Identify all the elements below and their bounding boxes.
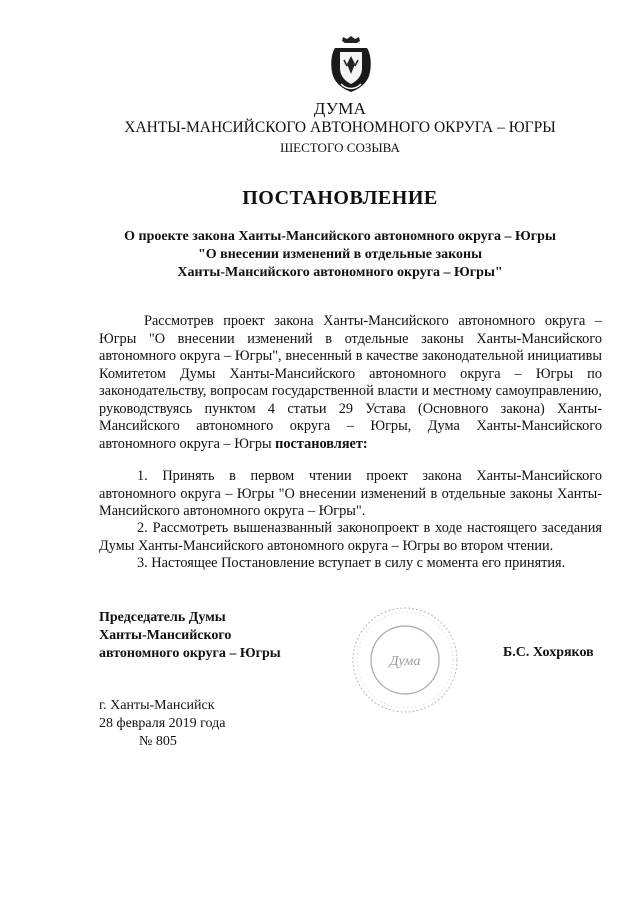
header-line-1: ДУМА [313,99,367,118]
preamble-text: Рассмотрев проект закона Ханты-Мансийского автономного округа – Югры "О внесении изменений в отдельные законы Ханты-Мансийского автономного округа – Югры", внесенный в качестве законодательной инициативы Комитетом Думы Ханты-Мансийского автономного округа – Югры по законодательству, вопросам государственной власти и местному самоуправлению, руководствуясь пунктом 4 статьи 29 Устава (Основного закона) Ханты-Мансийского автономного округа – Югры, Дума Ханты-Мансийского автономного округа – Югры [99,313,602,452]
footer-date: 28 февраля 2019 года [99,716,226,731]
preamble-paragraph [99,313,602,453]
signatory-position [99,609,281,663]
subject-line-1: О проекте закона Ханты-Мансийского автономного округа – Югры [124,229,556,244]
header-line-3: ШЕСТОГО СОЗЫВА [280,140,400,155]
header-line-2: ХАНТЫ-МАНСИЙСКОГО АВТОНОМНОГО ОКРУГА – ЮГРЫ [124,119,556,136]
resolves-word: постановляет: [275,435,368,452]
resolution-item-2: 2. Рассмотреть вышеназванный законопроект в ходе настоящего заседания Думы Ханты-Мансийского автономного округа – Югры во втором чтении. [99,520,602,554]
signatory-line-3: автономного округа – Югры [99,646,281,661]
signatory-line-1: Председатель Думы [99,610,226,625]
subject-line-2: "О внесении изменений в отдельные законы [197,247,483,262]
signatory-name: Б.С. Хохряков [503,645,594,660]
subject-line-3: Ханты-Мансийского автономного округа – Югры" [177,265,503,280]
coat-of-arms-icon [327,34,375,96]
official-stamp-icon [340,600,470,720]
footer-city: г. Ханты-Мансийск [99,698,215,713]
resolution-item-1: 1. Принять в первом чтении проект закона Ханты-Мансийского автономного округа – Югры "О внесении изменений в отдельные законы Ханты-Мансийского автономного округа – Югры". [99,468,602,519]
document-title: ПОСТАНОВЛЕНИЕ [242,187,438,209]
signatory-line-2: Ханты-Мансийского [99,628,232,643]
resolution-item-3: 3. Настоящее Постановление вступает в силу с момента его принятия. [137,555,566,571]
document-footer [99,697,226,751]
footer-number: № 805 [139,734,177,749]
stamp-text: Дума [389,654,421,669]
